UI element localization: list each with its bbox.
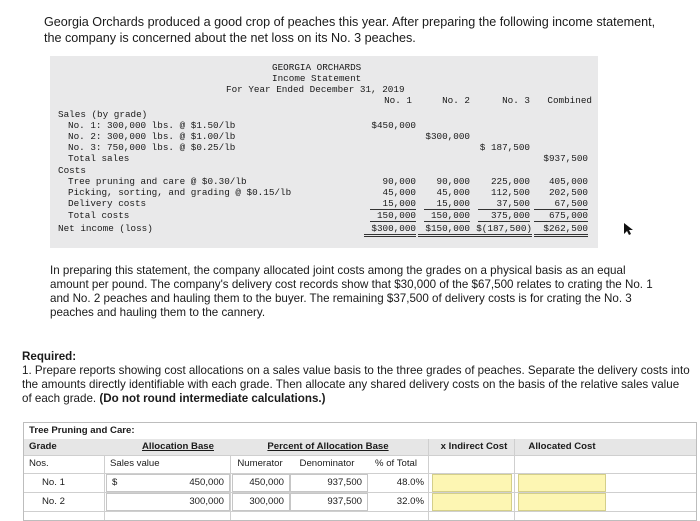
total-cost-value: 150,000 [424,210,470,222]
net-income-label: Net income (loss) [58,223,153,234]
cost-row-label: Picking, sorting, and grading @ $0.15/lb [68,187,292,198]
allocated-cost-input[interactable] [518,474,606,492]
net-income-value: $(187,500) [470,223,532,237]
net-income-value: $262,500 [534,223,588,237]
nos-subheader: Nos. [29,458,49,469]
sales-label: Sales (by grade) [58,109,148,120]
percent-allocation-header: Percent of Allocation Base [267,441,389,452]
mouse-pointer-icon [622,222,636,236]
sales-row-label: No. 3: 750,000 lbs. @ $0.25/lb [68,142,236,153]
company-name: GEORGIA ORCHARDS [272,62,362,73]
sales-row-value: $ 187,500 [479,142,530,153]
currency-symbol: $ [112,477,118,488]
col-header-combined: Combined [547,95,592,106]
allocated-cost-input[interactable] [518,493,606,511]
total-costs-label: Total costs [68,210,130,221]
col-header-no1: No. 1 [384,95,412,106]
cost-value: 202,500 [548,187,588,198]
required-text: 1. Prepare reports showing cost allocations on a sales value basis to the three grades of peaches. Separate the delivery costs into the amounts directly identifiable with each grade. Then allocate any shared delivery costs on the basis of the relative sales value of each grade. [22,364,690,405]
cost-value: 225,000 [490,176,530,187]
total-sales-label: Total sales [68,153,130,164]
total-cost-value: 375,000 [478,210,530,222]
allocation-base-value: 300,000 [189,496,224,507]
required-section [22,350,692,406]
row-grade-label: No. 1 [42,477,65,488]
indirect-cost-header: x Indirect Cost [440,441,508,452]
cost-value: 45,000 [436,187,470,198]
total-sales-value: $937,500 [543,153,588,164]
allocation-table [23,422,697,521]
row-grade-label: No. 2 [42,496,65,507]
allocated-cost-header: Allocated Cost [528,441,596,452]
cost-value: 15,000 [370,198,416,210]
numerator-value: 300,000 [249,496,284,507]
net-income-value: $300,000 [364,223,416,237]
statement-period: For Year Ended December 31, 2019 [226,84,405,95]
delivery-cost-paragraph: In preparing this statement, the company allocated joint costs among the grades on a physical basis as an equal amount per pound. The company's delivery cost records show that $30,000 of the $67,500 relates to crating the No. 1 and No. 2 peaches and hauling them to the buyer. The remaining $37,500 of delivery costs is for crating the No. 3 peaches and hauling them to the cannery. [50,264,653,319]
allocation-base-value: 450,000 [189,477,224,488]
required-heading: Required: [22,350,77,363]
required-note: (Do not round intermediate calculations.) [99,392,326,405]
income-statement [50,56,598,248]
numerator-value: 450,000 [249,477,284,488]
indirect-cost-input[interactable] [432,474,512,492]
indirect-cost-input[interactable] [432,493,512,511]
table-section-title: Tree Pruning and Care: [29,425,135,436]
sales-row-value: $450,000 [371,120,416,131]
sales-row-value: $300,000 [425,131,470,142]
problem-intro: Georgia Orchards produced a good crop of peaches this year. After preparing the following income statement, the company is concerned about the net loss on its No. 3 peaches. [44,15,656,45]
denominator-value: 937,500 [327,496,362,507]
denominator-subheader: Denominator [299,458,355,469]
net-income-value: $150,000 [418,223,470,237]
pct-total-value: 32.0% [396,496,424,507]
cost-value: 67,500 [534,198,588,210]
costs-label: Costs [58,165,86,176]
numerator-subheader: Numerator [237,458,283,469]
col-header-no3: No. 3 [502,95,530,106]
cost-value: 15,000 [424,198,470,210]
total-cost-value: 150,000 [370,210,416,222]
grade-header: Grade [29,441,57,452]
cost-value: 45,000 [382,187,416,198]
denominator-value: 937,500 [327,477,362,488]
allocation-base-header: Allocation Base [142,441,214,452]
statement-title: Income Statement [272,73,362,84]
cost-row-label: Tree pruning and care @ $0.30/lb [68,176,247,187]
cost-value: 112,500 [490,187,530,198]
pct-total-subheader: % of Total [375,458,417,469]
col-header-no2: No. 2 [442,95,470,106]
cost-value: 37,500 [478,198,530,210]
cost-value: 90,000 [436,176,470,187]
sales-row-label: No. 2: 300,000 lbs. @ $1.00/lb [68,131,236,142]
sales-value-subheader: Sales value [110,458,160,469]
sales-row-label: No. 1: 300,000 lbs. @ $1.50/lb [68,120,236,131]
pct-total-value: 48.0% [396,477,424,488]
cost-value: 90,000 [382,176,416,187]
cost-value: 405,000 [548,176,588,187]
total-cost-value: 675,000 [534,210,588,222]
cost-row-label: Delivery costs [68,198,147,209]
